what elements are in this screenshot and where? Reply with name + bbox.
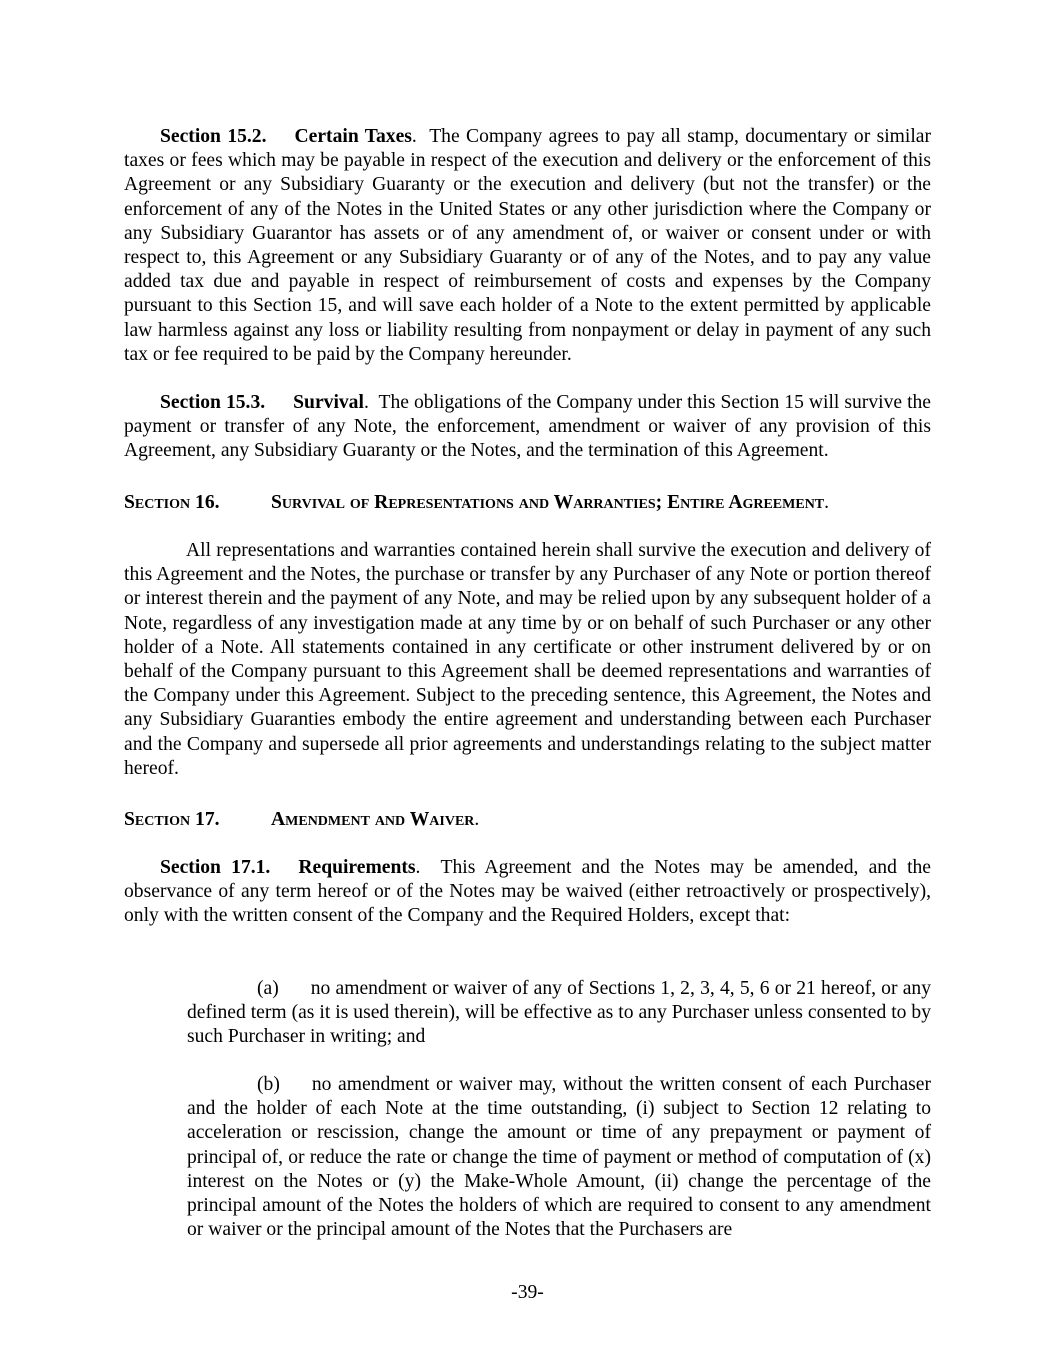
section-17-1-number: Section 17.1. <box>160 857 271 878</box>
section-17-1: Section 17.1. Requirements. This Agreement and the Notes may be amended, and the observance of any term hereof or of the Notes may be waived (either retroactively or prospectively), only with the written consent of the Company and the Required Holders, except that: <box>124 857 932 927</box>
section-17-1-title: Requirements <box>298 857 416 878</box>
section-16-number: Section 16. <box>124 492 220 513</box>
section-17-1-text: This Agreement and the Notes may be amended, and the observance of any term hereof or of the Notes may be waived (either retroactively or prospectively), only with the written consent of the Company and the Required Holders, except that: <box>124 857 932 927</box>
page-number: -39- <box>511 1282 544 1303</box>
section-17-1-item-a <box>187 977 931 1050</box>
item-b-label: (b) <box>257 1074 280 1095</box>
section-17-heading: Section 17. Amendment and Waiver. <box>124 808 931 832</box>
section-15-3: Section 15.3. Survival. The obligations of the Company under this Section 15 will survive the payment or transfer of any Note, the enforcement, amendment or waiver of any provision of this Agreement, any Subsidiary Guaranty or the Notes, and the termination of this Agreement. <box>124 392 932 462</box>
section-16-body <box>124 539 931 781</box>
section-17-title: Amendment and Waiver <box>271 809 475 830</box>
section-15-3-text: The obligations of the Company under this Section 15 will survive the payment or transfer of any Note, the enforcement, amendment or waiver of any provision of this Agreement, any Subsidiary Guaranty or the Notes, and the termination of this Agreement. <box>124 392 932 462</box>
item-b-text: no amendment or waiver may, without the written consent of each Purchaser and the holder of each Note at the time outstanding, (i) subject to Section 12 relating to acceleration or rescission, change the amount or time of any prepayment or payment of principal of, or reduce the rate or change the time of payment or method of computation of (x) interest on the Notes or (y) the Make-Whole Amount, (ii) change the percentage of the principal amount of the Notes the holders of which are required to consent to any amendment or waiver or the principal amount of the Notes that the Purchasers are <box>187 1074 931 1241</box>
section-15-2-title: Certain Taxes <box>294 126 412 147</box>
section-15-3-number: Section 15.3. <box>160 392 266 413</box>
section-15-3-title: Survival <box>293 392 364 413</box>
section-15-2: Section 15.2. Certain Taxes. The Company agrees to pay all stamp, documentary or similar taxes or fees which may be payable in respect of the execution and delivery or the enforcement of this Agreement or any Subsidiary Guaranty or the execution and delivery (but not the transfer) or the enforcement of any of the Notes in the United States or any other jurisdiction where the Company or any Subsidiary Guarantor has assets or of any amendment of, or waiver or consent under or with respect to, this Agreement or any Subsidiary Guaranty or of any of the Notes, and to pay any value added tax due and payable in respect of reimbursement of costs and expenses by the Company pursuant to this Section 15, and will save each holder of a Note to the extent permitted by applicable law harmless against any loss or liability resulting from nonpayment or delay in payment of any such tax or fee required to be paid by the Company hereunder. <box>124 126 932 365</box>
section-16-text: All representations and warranties contained herein shall survive the execution and delivery of this Agreement and the Notes, the purchase or transfer by any Purchaser of any Note or portion thereof or interest therein and the payment of any Note, and may be relied upon by any subsequent holder of a Note, regardless of any investigation made at any time by or on behalf of such Purchaser or any other holder of a Note. All statements contained in any certificate or other instrument delivered by or on behalf of the Company pursuant to this Agreement shall be deemed representations and warranties of the Company under this Agreement. Subject to the preceding sentence, this Agreement, the Notes and any Subsidiary Guaranties embody the entire agreement and understanding between each Purchaser and the Company and supersede all prior agreements and understandings relating to the subject matter hereof. <box>124 540 931 779</box>
item-a-text: no amendment or waiver of any of Sections 1, 2, 3, 4, 5, 6 or 21 hereof, or any defined term (as it is used therein), will be effective as to any Purchaser unless consented to by such Purchaser in writing; and <box>187 978 931 1048</box>
section-15-2-text: The Company agrees to pay all stamp, documentary or similar taxes or fees which may be payable in respect of the execution and delivery or the enforcement of this Agreement or any Subsidiary Guaranty or the execution and delivery (but not the transfer) or the enforcement of any of the Notes in the United States or any other jurisdiction where the Company or any Subsidiary Guarantor has assets or of any amendment of, or waiver or consent under or with respect to, this Agreement or any Subsidiary Guaranty or of any of the Notes, and to pay any value added tax due and payable in respect of reimbursement of costs and expenses by the Company pursuant to this Section 15, and will save each holder of a Note to the extent permitted by applicable law harmless against any loss or liability resulting from nonpayment or delay in payment of any such tax or fee required to be paid by the Company hereunder. <box>124 126 932 365</box>
section-17-1-item-b <box>187 1073 931 1242</box>
section-15-2-number: Section 15.2. <box>160 126 267 147</box>
section-17-number: Section 17. <box>124 809 220 830</box>
item-a-label: (a) <box>257 978 279 999</box>
section-16-title: Survival of Representations and Warranties; Entire Agreement <box>271 492 825 513</box>
section-16-heading: Section 16. Survival of Representations and Warranties; Entire Agreement. <box>124 491 931 515</box>
